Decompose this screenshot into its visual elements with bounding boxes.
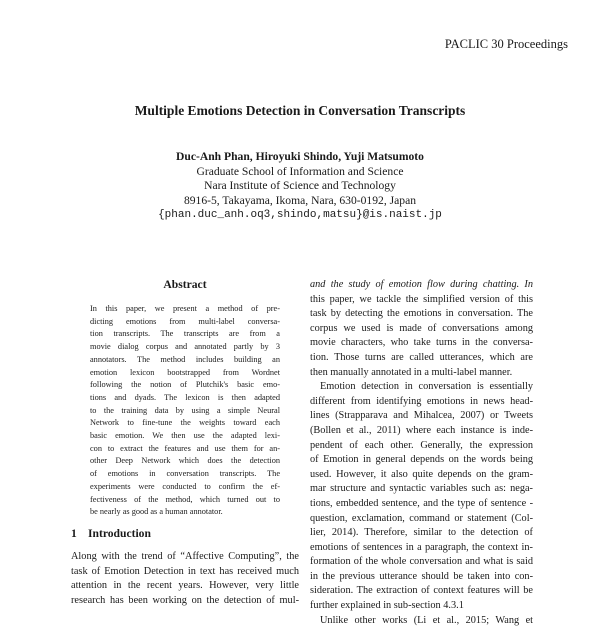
introduction-line: attention in the recent years. However, very little [71,580,299,591]
right-column-line: task by detecting the emotions in conversation. The [310,308,533,320]
right-column-line: (Bollen et al., 2011) where each instance is inde- [310,424,533,436]
abstract-line: basic emotion. We then use the adapted lexi- [90,431,280,441]
abstract-line: be nearly as good as a human annotator. [90,507,223,517]
right-column-line: lier, 2014). Therefore, similar to the detection of [310,527,533,539]
right-column-line: this paper, we tackle the simplified version of this [310,293,533,305]
address-line: 8916-5, Takayama, Ikoma, Nara, 630-0192, Japan [183,193,417,207]
abstract-line: fectiveness of the method, which turned out to [90,494,280,504]
right-column-line: different from identifying emotions in news head- [310,395,533,407]
section-number: 1 [71,527,77,540]
abstract-line: following the notion of Plutchik's basic emo- [90,380,280,390]
section-title: Introduction [88,527,151,540]
abstract-line: to the training data by using a simple Neural [90,405,280,415]
abstract-line: tion transcripts. The transcripts are from a [90,329,280,339]
right-column-line: lines (Strapparava and Mihalcea, 2007) or Tweets [310,410,533,422]
right-column-line: tions, embedded sentence, and the type of sentence - [310,497,533,509]
author-block [0,150,600,223]
author-email: {phan.duc_anh.oq3,shindo,matsu}@is.naist.jp [158,209,442,221]
right-column-line [310,278,533,293]
right-column-line: in the previous utterance should be taken into con- [310,570,533,582]
right-column-line: question, exclamation, command or statement (Col- [310,512,533,524]
author-names: Duc-Anh Phan, Hiroyuki Shindo, Yuji Matsumoto [176,150,424,163]
abstract-line: other Deep Network which does the detection [90,456,280,466]
introduction-heading [71,527,151,540]
right-column-line: pendent of each other. Generally, the expression [310,439,533,451]
right-column-line: of Emotion in general depends on the words being [310,454,533,466]
abstract-heading: Abstract [163,278,207,291]
abstract-body [90,303,280,519]
proceedings-header: PACLIC 30 Proceedings [444,37,568,51]
affiliation-line-2: Nara Institute of Science and Technology [204,179,396,192]
right-column-line: Emotion detection in conversation is essentially [320,381,533,393]
right-column-line: tion. Those turns are called utterances, which are [310,351,533,363]
right-column-line: corpus we used is made of conversations among [310,322,533,334]
introduction-line: task of Emotion Detection in text has received much [71,565,299,577]
abstract-line: of emotions in conversation transcripts. The [90,469,280,479]
right-column-line: emotions of sentences in a paragraph, the context in- [310,541,533,553]
affiliation-line-1: Graduate School of Information and Science [196,164,404,178]
abstract-line: Network to fine-tune the weights toward each [90,418,280,428]
right-column-line: formation of the whole conversation and what is said [310,556,533,568]
right-column-line: further explained in sub-section 4.3.1 [310,600,464,612]
abstract-line: annotators. The method includes building an [90,354,280,364]
introduction-line: Along with the trend of “Affective Computing”, the [71,551,299,562]
abstract-line: con to extract the features and use them for an- [90,443,280,453]
abstract-line: tions and dyads. The lexicon is then adapted [90,392,280,402]
right-column-line: movie characters, who take turns in the conversa- [310,337,533,349]
abstract-line: emotion lexicon bootstrapped from Wordnet [90,367,280,377]
right-column-line: used. However, it also quite depends on the gram- [310,468,533,480]
introduction-body [71,550,299,608]
introduction-line: research has been working on the detection of mul- [71,594,299,606]
abstract-line: movie dialog corpus and annotated partly by 3 [90,342,280,352]
italic-phrase: and the study of emotion flow during chatting. In [310,279,533,290]
right-column-body [310,278,533,628]
right-column-line: Unlike other works (Li et al., 2015; Wang et [320,614,533,626]
right-column-line: mar structure and syntactic variables such as: nega- [310,483,533,495]
paper-title: Multiple Emotions Detection in Conversation Transcripts [134,103,466,118]
right-column-line: sideration. The extraction of context features will be [310,585,533,597]
abstract-line: dicting emotions from multi-label conversa- [90,316,280,326]
abstract-line: In this paper, we present a method of pre- [90,304,280,313]
right-column-line: then manually annotated in a multi-label manner. [310,366,513,378]
abstract-line: experiments were conducted to confirm the ef- [90,481,280,491]
